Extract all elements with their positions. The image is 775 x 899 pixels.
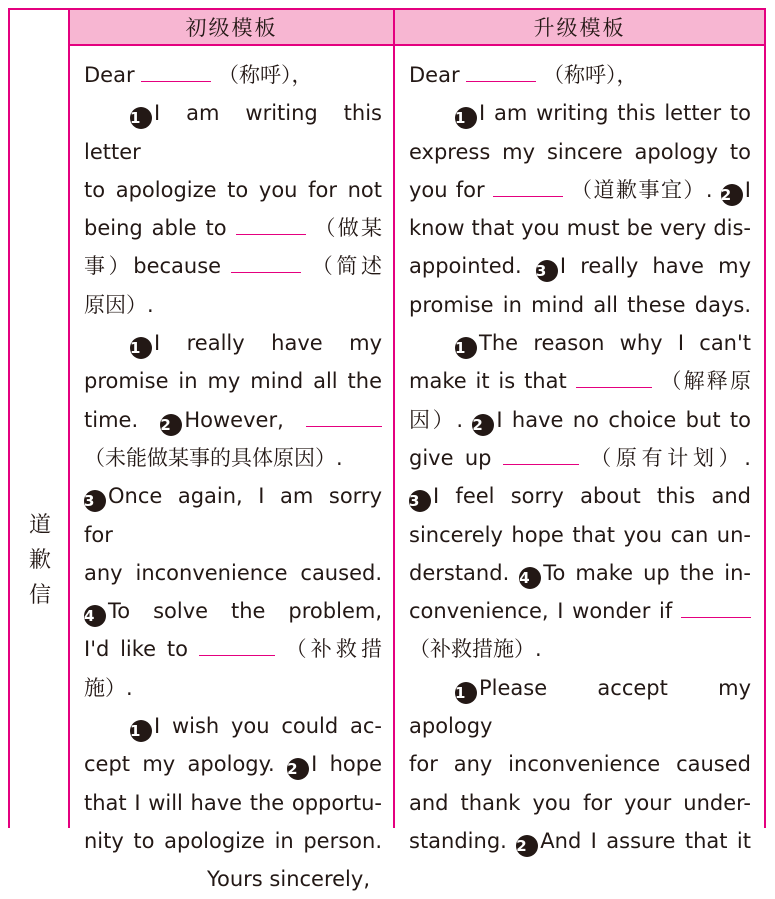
letter-closing: Yours sincerely, <box>206 867 370 892</box>
letter-line: 1 I really have my <box>130 331 382 358</box>
letter-line: 1 I am writing this letter <box>84 101 382 164</box>
letter-line: to apologize to you for not <box>84 177 382 202</box>
sentence-number-icon: 1 <box>455 337 477 359</box>
sentence-number-icon: 3 <box>84 490 106 512</box>
letter-line: 事）because （简述 <box>84 247 382 285</box>
letter-line: （补救措施）. <box>409 637 542 662</box>
letter-line: 1 I wish you could ac- <box>130 714 382 741</box>
sentence-number-icon: 3 <box>409 490 431 512</box>
letter-line: 1 Please accept my apology <box>409 675 751 739</box>
advanced-template-title: 升级模板 <box>533 16 626 40</box>
sentence-number-icon: 1 <box>130 107 152 129</box>
letter-line: promise in my mind all the <box>84 369 382 394</box>
sentence-number-icon: 2 <box>160 414 182 436</box>
basic-template-title: 初级模板 <box>185 16 278 40</box>
letter-line: 施）. <box>84 675 133 700</box>
basic-template-body <box>84 56 382 899</box>
letter-line: you for （道歉事宜）. 2 I <box>409 171 751 209</box>
letter-line: appointed. 3 I really have my <box>409 254 751 281</box>
template-table <box>8 8 766 892</box>
letter-line: know that you must be very dis- <box>409 216 751 241</box>
sentence-number-icon: 2 <box>721 184 743 206</box>
letter-line: 原因）. <box>84 292 154 317</box>
letter-line: 3 Once again, I am sorry for <box>84 484 382 547</box>
column-divider <box>393 10 395 828</box>
letter-line: （未能做某事的具体原因）. <box>84 445 343 470</box>
letter-line: 4 To solve the problem, <box>84 599 382 626</box>
letter-line: being able to （做某 <box>84 209 382 247</box>
letter-line: express my sincere apology to <box>409 139 751 164</box>
letter-line: nity to apologize in person. <box>84 828 382 853</box>
sentence-number-icon: 2 <box>287 758 309 780</box>
letter-line: 1 The reason why I can't <box>455 331 751 358</box>
row-label-char: 歉 <box>28 548 51 573</box>
column-divider <box>68 10 70 828</box>
sentence-number-icon: 4 <box>84 605 106 627</box>
letter-line: Dear （称呼）， <box>84 56 382 94</box>
letter-line: give up （原有计划）. <box>409 439 751 477</box>
basic-template-header <box>70 10 393 46</box>
letter-line: 1 I am writing this letter to <box>455 101 751 128</box>
letter-line: for any inconvenience caused <box>409 752 751 777</box>
sentence-number-icon: 2 <box>516 835 538 857</box>
letter-line: sincerely hope that you can un- <box>409 522 751 547</box>
row-label-char: 信 <box>28 583 51 608</box>
letter-line: standing. 2 And I assure that it <box>409 828 751 855</box>
letter-line: make it is that （解释原 <box>409 362 751 400</box>
row-label-apology-letter <box>10 508 70 613</box>
letter-line: any inconvenience caused. <box>84 560 382 585</box>
sentence-number-icon: 3 <box>536 260 558 282</box>
letter-line: and thank you for your under- <box>409 790 751 815</box>
letter-line: 3 I feel sorry about this and <box>409 484 751 511</box>
letter-line: that I will have the opportu- <box>84 790 382 815</box>
sentence-number-icon: 1 <box>455 107 477 129</box>
letter-line: I'd like to （补救措 <box>84 630 382 668</box>
letter-line: convenience, I wonder if <box>409 592 751 630</box>
sentence-number-icon: 1 <box>130 337 152 359</box>
sentence-number-icon: 1 <box>130 720 152 742</box>
sentence-number-icon: 2 <box>472 414 494 436</box>
letter-line: derstand. 4 To make up the in- <box>409 560 751 587</box>
letter-line: 因）. 2 I have no choice but to <box>409 407 751 434</box>
advanced-template-header <box>395 10 764 46</box>
letter-line: promise in mind all these days. <box>409 292 751 317</box>
letter-line: Dear （称呼）， <box>409 56 751 94</box>
advanced-template-body <box>409 56 751 860</box>
row-label-char: 道 <box>28 513 51 538</box>
letter-line: cept my apology. 2 I hope <box>84 752 382 779</box>
sentence-number-icon: 4 <box>519 567 541 589</box>
sentence-number-icon: 1 <box>455 682 477 704</box>
letter-line: time. 2 However, <box>84 401 382 439</box>
